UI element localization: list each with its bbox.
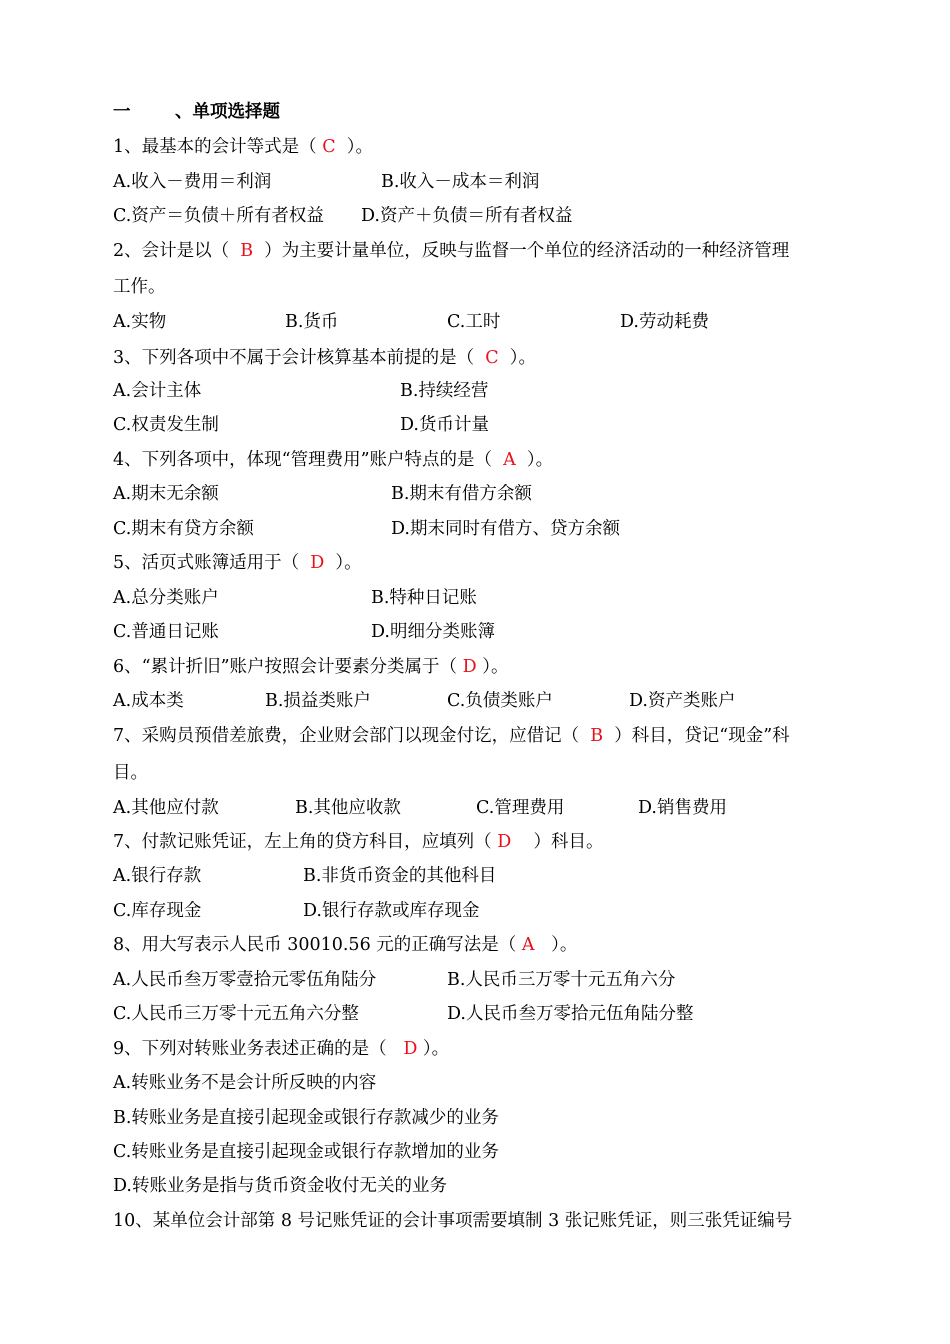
answer-letter: D — [403, 1039, 418, 1059]
question-stem-line — [113, 551, 362, 575]
option-item: A.实物 — [113, 312, 167, 332]
question-text: 目。 — [113, 763, 148, 783]
option-item: D.期末同时有借方、贷方余额 — [391, 519, 620, 539]
section-title: 、单项选择题 — [175, 102, 280, 122]
answer-letter: B — [240, 241, 254, 261]
option-item: D.资产类账户 — [629, 691, 736, 711]
question-text-tail: ）为主要计量单位，反映与监督一个单位的经济活动的一种经济管理 — [253, 241, 790, 261]
question-stem-line — [113, 933, 577, 957]
question-text: 7、采购员预借差旅费，企业财会部门以现金付讫，应借记（ — [113, 726, 591, 746]
option-item: B.转账业务是直接引起现金或银行存款减少的业务 — [113, 1108, 499, 1128]
option-item: B.其他应收款 — [295, 798, 401, 818]
option-item: D.货币计量 — [400, 415, 489, 435]
question-text: 6、“累计折旧”账户按照会计要素分类属于（ — [113, 657, 463, 677]
option-item: D.银行存款或库存现金 — [303, 901, 480, 921]
question-text-tail: ）。 — [534, 935, 578, 955]
option-item: D.资产＋负债＝所有者权益 — [361, 206, 573, 226]
answer-letter: D — [462, 657, 477, 677]
answer-letter: A — [503, 450, 516, 470]
option-item: C.期末有贷方余额 — [113, 519, 254, 539]
answer-letter: C — [485, 348, 499, 368]
question-text: 7、付款记账凭证，左上角的贷方科目，应填列（ — [113, 832, 498, 852]
option-item: B.持续经营 — [400, 381, 489, 401]
option-item: A.收入－费用＝利润 — [113, 172, 272, 192]
option-item: B.货币 — [285, 312, 339, 332]
question-text: 10、某单位会计部第 8 号记账凭证的会计事项需要填制 3 张记账凭证，则三张凭证编号 — [113, 1211, 793, 1231]
question-text-tail: ）。 — [324, 553, 362, 573]
option-item: C.人民币三万零十元五角六分整 — [113, 1004, 359, 1024]
question-text-tail: ）。 — [335, 137, 373, 157]
option-item: D.人民币叁万零拾元伍角陆分整 — [447, 1004, 694, 1024]
option-item: B.损益类账户 — [265, 691, 371, 711]
question-text-tail: ）。 — [498, 348, 537, 368]
question-text: 2、会计是以（ — [113, 241, 241, 261]
answer-letter: D — [310, 553, 325, 573]
option-item: A.人民币叁万零壹拾元零伍角陆分 — [113, 970, 377, 990]
question-stem-line — [113, 1037, 449, 1061]
question-stem-line — [113, 1209, 792, 1233]
question-text-tail: ）。 — [417, 1039, 450, 1059]
option-item: A.银行存款 — [113, 866, 202, 886]
option-item: C.管理费用 — [476, 798, 565, 818]
option-item: C.权责发生制 — [113, 415, 219, 435]
question-text-tail: ）科目。 — [511, 832, 604, 852]
option-item: C.普通日记账 — [113, 622, 219, 642]
option-item: C.负债类账户 — [447, 691, 553, 711]
question-text-tail: ）。 — [476, 657, 509, 677]
option-item: C.工时 — [447, 312, 501, 332]
question-stem-line — [113, 135, 373, 159]
question-text: 1、最基本的会计等式是（ — [113, 137, 323, 157]
option-item: A.总分类账户 — [113, 588, 219, 608]
question-stem-line — [113, 761, 148, 785]
question-text-tail: ）。 — [515, 450, 554, 470]
option-item: A.转账业务不是会计所反映的内容 — [113, 1073, 377, 1093]
option-item: B.特种日记账 — [371, 588, 477, 608]
answer-letter: B — [590, 726, 604, 746]
answer-letter: C — [322, 137, 336, 157]
answer-letter: A — [521, 935, 535, 955]
question-text: 4、下列各项中，体现“管理费用”账户特点的是（ — [113, 450, 504, 470]
option-item: B.人民币三万零十元五角六分 — [447, 970, 676, 990]
option-item: C.资产＝负债＋所有者权益 — [113, 206, 324, 226]
option-item: C.库存现金 — [113, 901, 202, 921]
question-stem-line — [113, 275, 166, 299]
question-text: 3、下列各项中不属于会计核算基本前提的是（ — [113, 348, 486, 368]
option-item: C.转账业务是直接引起现金或银行存款增加的业务 — [113, 1142, 499, 1162]
option-item: B.非货币资金的其他科目 — [303, 866, 497, 886]
option-item: A.会计主体 — [113, 381, 202, 401]
option-item: A.其他应付款 — [113, 798, 219, 818]
question-text: 8、用大写表示人民币 30010.56 元的正确写法是（ — [113, 935, 522, 955]
question-stem-line — [113, 448, 553, 472]
question-stem-line — [113, 239, 789, 263]
question-stem-line — [113, 724, 790, 748]
option-item: B.期末有借方余额 — [391, 484, 532, 504]
question-stem-line — [113, 830, 604, 854]
option-item: D.销售费用 — [638, 798, 727, 818]
question-text: 工作。 — [113, 277, 166, 297]
option-item: D.转账业务是指与货币资金收付无关的业务 — [113, 1176, 447, 1196]
question-stem-line — [113, 655, 508, 679]
option-item: A.期末无余额 — [113, 484, 219, 504]
question-text-tail: ）科目，贷记“现金”科 — [603, 726, 790, 746]
question-text: 9、下列对转账业务表述正确的是（ — [113, 1039, 404, 1059]
option-item: A.成本类 — [113, 691, 184, 711]
option-item: D.明细分类账簿 — [371, 622, 495, 642]
section-heading — [113, 100, 280, 124]
question-text: 5、活页式账簿适用于（ — [113, 553, 311, 573]
question-stem-line — [113, 346, 536, 370]
section-number: 一 — [113, 102, 131, 122]
option-item: B.收入－成本＝利润 — [381, 172, 540, 192]
answer-letter: D — [497, 832, 512, 852]
option-item: D.劳动耗费 — [620, 312, 709, 332]
